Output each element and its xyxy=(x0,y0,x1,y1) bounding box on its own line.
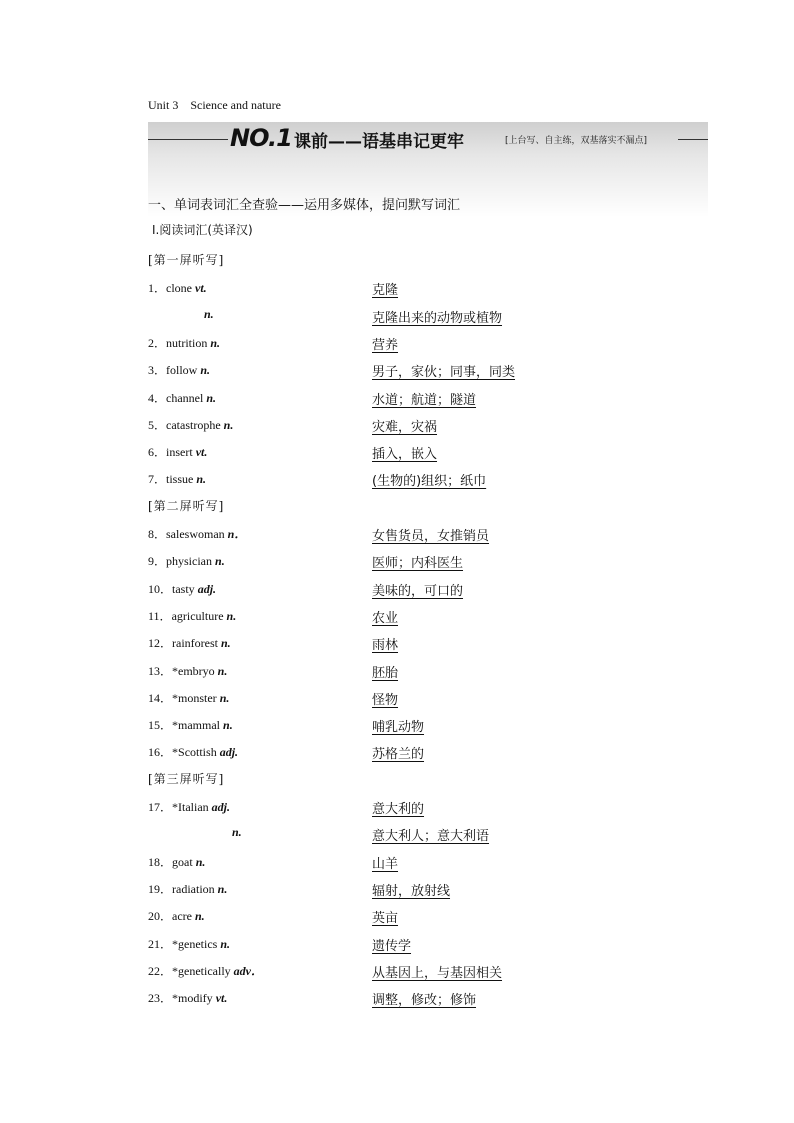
vocab-row xyxy=(148,279,708,299)
vocab-number: 20． xyxy=(148,909,173,924)
vocab-pos: n. xyxy=(226,608,237,623)
vocab-english xyxy=(148,470,206,487)
vocab-word: *monster xyxy=(172,690,220,705)
vocab-chinese: 营养 xyxy=(372,337,399,353)
vocab-english xyxy=(148,907,205,924)
vocab-word: *Italian xyxy=(172,800,212,814)
vocab-pos: adj. xyxy=(211,800,231,814)
vocab-english xyxy=(204,307,214,322)
vocab-chinese: 怪物 xyxy=(372,692,399,708)
vocab-chinese: 哺乳动物 xyxy=(372,720,425,736)
vocab-english xyxy=(148,416,233,433)
vocab-pos: vt. xyxy=(195,281,207,296)
vocab-pos: n. xyxy=(232,825,242,840)
vocab-row xyxy=(148,552,708,572)
vocab-pos: n. xyxy=(217,881,228,896)
vocab-english xyxy=(148,389,216,406)
vocab-number: 5． xyxy=(148,417,167,432)
vocab-number: 3． xyxy=(148,363,167,378)
vocab-chinese: 山羊 xyxy=(372,856,399,872)
vocab-english xyxy=(148,334,220,351)
vocab-pos: vt. xyxy=(215,991,228,1006)
vocab-row xyxy=(148,525,708,545)
vocab-word: channel xyxy=(166,390,207,405)
vocab-row xyxy=(148,634,708,654)
vocab-number: 16． xyxy=(148,745,173,760)
vocab-word: *embryo xyxy=(172,663,218,678)
vocab-word: nutrition xyxy=(166,335,211,350)
vocab-row xyxy=(148,743,708,763)
vocab-number: 15． xyxy=(148,718,173,733)
vocab-row xyxy=(148,716,708,736)
section-heading: 一、单词表词汇全查验——运用多媒体，提问默写词汇 xyxy=(148,198,461,213)
vocab-chinese: 克隆出来的动物或植物 xyxy=(372,310,503,326)
vocab-row xyxy=(148,907,708,927)
vocab-english xyxy=(148,989,227,1006)
vocab-pos: vt. xyxy=(195,445,208,460)
vocab-pos: n. xyxy=(221,636,231,651)
vocab-number: 18． xyxy=(148,854,173,869)
vocab-row xyxy=(148,607,708,627)
vocab-number: 8． xyxy=(148,527,167,541)
vocab-chinese: 克隆 xyxy=(372,283,399,299)
vocab-chinese: 雨林 xyxy=(372,638,399,654)
vocab-number: 11． xyxy=(148,608,172,623)
vocab-number: 6． xyxy=(148,445,167,460)
vocab-chinese: 意大利的 xyxy=(372,802,425,817)
vocab-word: clone xyxy=(166,281,196,296)
vocab-word: tasty xyxy=(172,581,198,596)
vocab-chinese: 插入，嵌入 xyxy=(372,447,438,463)
vocab-number: 13． xyxy=(148,663,173,678)
vocab-word: *genetically xyxy=(172,963,234,978)
vocab-english xyxy=(232,825,242,840)
vocab-english xyxy=(148,935,230,952)
vocab-chinese: 灾难，灾祸 xyxy=(372,419,438,435)
vocab-row xyxy=(148,580,708,600)
vocab-number: 14． xyxy=(148,690,173,705)
vocab-row xyxy=(148,334,708,354)
vocab-chinese: 遗传学 xyxy=(372,938,412,954)
vocab-chinese: 调整，修改；修饰 xyxy=(372,993,477,1009)
vocab-word: *Scottish xyxy=(172,745,220,760)
vocab-chinese: 女售货员，女推销员 xyxy=(372,529,490,544)
vocab-row xyxy=(148,853,708,873)
vocab-chinese: 苏格兰的 xyxy=(372,747,425,763)
vocab-word: radiation xyxy=(172,881,218,896)
vocab-english xyxy=(148,880,227,897)
sub-heading: Ⅰ.阅读词汇(英译汉) xyxy=(152,223,253,237)
vocab-pos: n. xyxy=(215,554,225,569)
group-label: [第一屏听写] xyxy=(148,253,225,267)
vocab-number: 10． xyxy=(148,581,173,596)
vocab-pos: n. xyxy=(200,363,211,378)
banner-subtitle: [上台写、自主练，双基落实不漏点] xyxy=(505,136,648,146)
vocab-chinese: (生物的)组织；纸巾 xyxy=(372,474,487,490)
vocab-row xyxy=(148,470,708,490)
vocab-pos: n. xyxy=(223,417,234,432)
vocab-word: rainforest xyxy=(172,636,221,651)
vocab-word: *mammal xyxy=(172,718,224,733)
vocab-english xyxy=(148,853,205,870)
vocab-row xyxy=(148,689,708,709)
vocab-pos: n. xyxy=(220,936,231,951)
vocab-word: saleswoman xyxy=(166,527,228,541)
vocab-chinese: 辐射，放射线 xyxy=(372,883,451,899)
vocab-number: 17． xyxy=(148,800,173,814)
vocab-english xyxy=(148,716,233,733)
group-label: [第二屏听写] xyxy=(148,498,225,513)
vocab-pos: adj. xyxy=(219,745,239,760)
vocab-pos: adv． xyxy=(233,963,263,978)
vocab-english xyxy=(148,798,230,815)
vocab-chinese: 美味的，可口的 xyxy=(372,583,464,599)
vocab-pos: n. xyxy=(217,663,228,678)
vocab-pos: n. xyxy=(204,306,214,321)
vocab-row xyxy=(148,443,708,463)
vocab-number: 22． xyxy=(148,963,173,978)
vocab-pos: n． xyxy=(227,527,247,541)
vocab-word: insert xyxy=(166,445,196,460)
vocab-row xyxy=(148,361,708,381)
vocab-pos: n. xyxy=(195,854,206,869)
vocab-chinese: 医师；内科医生 xyxy=(372,556,464,572)
banner-rule-left xyxy=(148,139,228,140)
vocab-chinese: 从基因上，与基因相关 xyxy=(372,965,503,981)
vocab-english xyxy=(148,689,229,706)
group-label: [第三屏听写] xyxy=(148,771,225,786)
vocab-english xyxy=(148,607,236,624)
vocab-english xyxy=(148,552,225,569)
vocab-word: follow xyxy=(166,363,201,378)
vocab-row xyxy=(148,307,708,327)
vocab-number: 12． xyxy=(148,636,173,651)
vocab-english xyxy=(148,279,207,296)
vocab-chinese: 农业 xyxy=(372,610,399,626)
vocab-row xyxy=(148,416,708,436)
vocab-english xyxy=(148,662,227,679)
vocab-chinese: 意大利人；意大利语 xyxy=(372,829,490,845)
vocab-word: goat xyxy=(172,854,196,869)
vocab-pos: adj. xyxy=(197,581,217,596)
vocab-word: acre xyxy=(172,909,195,924)
vocab-english xyxy=(148,525,246,542)
vocab-english xyxy=(148,443,207,460)
vocab-english xyxy=(148,743,238,760)
vocab-word: agriculture xyxy=(171,608,227,623)
vocab-english xyxy=(148,962,263,979)
vocab-row xyxy=(148,935,708,955)
vocab-english xyxy=(148,361,210,378)
vocab-pos: n. xyxy=(206,390,217,405)
vocab-chinese: 胚胎 xyxy=(372,665,399,681)
vocab-row xyxy=(148,662,708,682)
vocab-word: physician xyxy=(166,554,216,569)
vocab-chinese: 水道；航道；隧道 xyxy=(372,392,477,408)
vocab-english xyxy=(148,580,216,597)
vocab-number: 9． xyxy=(148,554,167,569)
vocab-number: 2． xyxy=(148,335,167,350)
vocab-row xyxy=(148,798,708,818)
vocab-word: catastrophe xyxy=(166,417,224,432)
vocab-word: *genetics xyxy=(172,936,221,951)
vocab-english xyxy=(148,634,231,651)
vocab-row xyxy=(148,962,708,982)
vocab-number: 19． xyxy=(148,881,173,896)
unit-title: Unit 3 Science and nature xyxy=(148,98,281,112)
banner-title: 课前——语基串记更牢 xyxy=(294,132,464,152)
vocab-row xyxy=(148,880,708,900)
vocab-pos: n. xyxy=(196,472,207,487)
vocab-word: *modify xyxy=(172,991,216,1006)
banner-rule-right xyxy=(678,139,708,140)
vocab-row xyxy=(148,825,708,845)
vocab-pos: n. xyxy=(219,690,230,705)
vocab-pos: n. xyxy=(195,909,205,924)
vocab-row xyxy=(148,989,708,1009)
vocab-chinese: 男子，家伙；同事，同类 xyxy=(372,365,516,381)
vocab-number: 7． xyxy=(148,472,167,487)
vocab-row xyxy=(148,389,708,409)
vocab-word: tissue xyxy=(166,472,197,487)
vocab-number: 1． xyxy=(148,281,167,296)
vocab-number: 23． xyxy=(148,991,173,1006)
vocab-pos: n. xyxy=(223,718,233,733)
vocab-pos: n. xyxy=(210,335,221,350)
vocab-number: 21． xyxy=(148,936,173,951)
vocab-number: 4． xyxy=(148,390,167,405)
vocab-chinese: 英亩 xyxy=(372,911,399,927)
banner-number: NO.1 xyxy=(230,124,292,152)
